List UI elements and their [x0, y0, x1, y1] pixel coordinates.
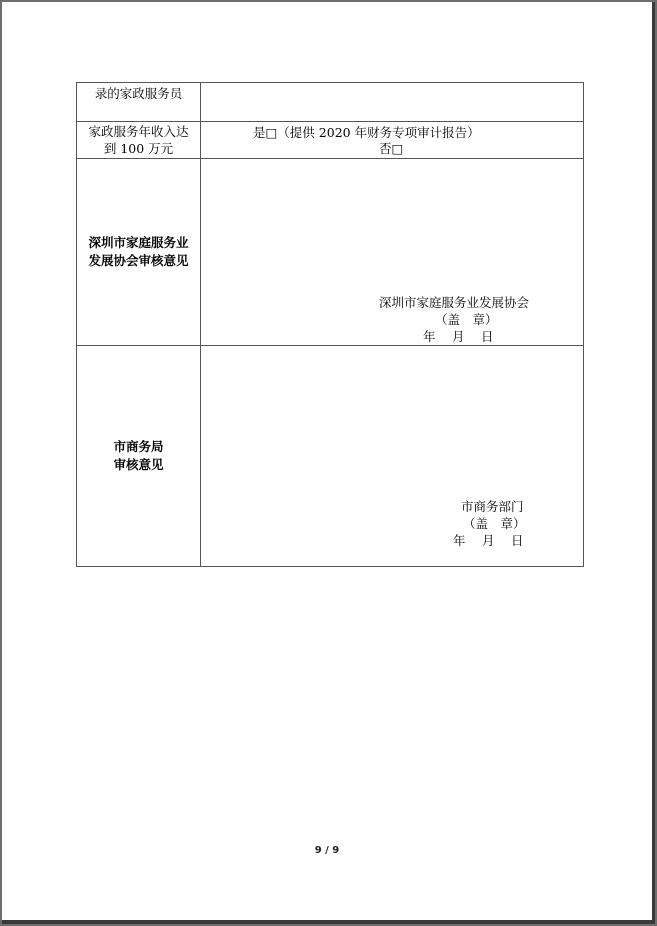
- row-label-line: 发展协会审核意见: [88, 253, 189, 268]
- review-opinion-cell: [201, 159, 584, 346]
- table-row: [77, 159, 584, 346]
- row-label-line: 审核意见: [113, 457, 164, 472]
- option-yes: 是□（提供 2020 年财务专项审计报告）: [253, 125, 480, 140]
- row-label-cell: [77, 346, 201, 567]
- table-row: [77, 122, 584, 159]
- page-number: 9 / 9: [314, 845, 340, 856]
- signer-org: 深圳市家庭服务业发展协会: [379, 295, 530, 310]
- option-no: 否□: [379, 141, 404, 156]
- signer-org: 市商务部门: [461, 499, 524, 514]
- seal-placeholder: （盖 章）: [463, 516, 526, 531]
- row-label: 录的家政服务员: [94, 86, 183, 101]
- date-placeholder: 年 月 日: [453, 533, 524, 548]
- table-row: [77, 83, 584, 122]
- row-label-line: 市商务局: [113, 439, 164, 454]
- seal-placeholder: （盖 章）: [435, 312, 498, 327]
- review-opinion-cell: [201, 346, 584, 567]
- row-label-cell: [77, 159, 201, 346]
- date-placeholder: 年 月 日: [423, 329, 494, 344]
- document-page: [2, 2, 655, 924]
- row-label-cell: [77, 122, 201, 159]
- row-label-line: 深圳市家庭服务业: [88, 235, 189, 250]
- row-label-line: 到 100 万元: [103, 141, 174, 156]
- table-row: [77, 346, 584, 567]
- application-form-table: [76, 82, 584, 567]
- row-label-cell: [77, 83, 201, 122]
- row-value-cell: [201, 83, 584, 122]
- row-value-cell: [201, 122, 584, 159]
- row-label-line: 家政服务年收入达: [88, 124, 189, 139]
